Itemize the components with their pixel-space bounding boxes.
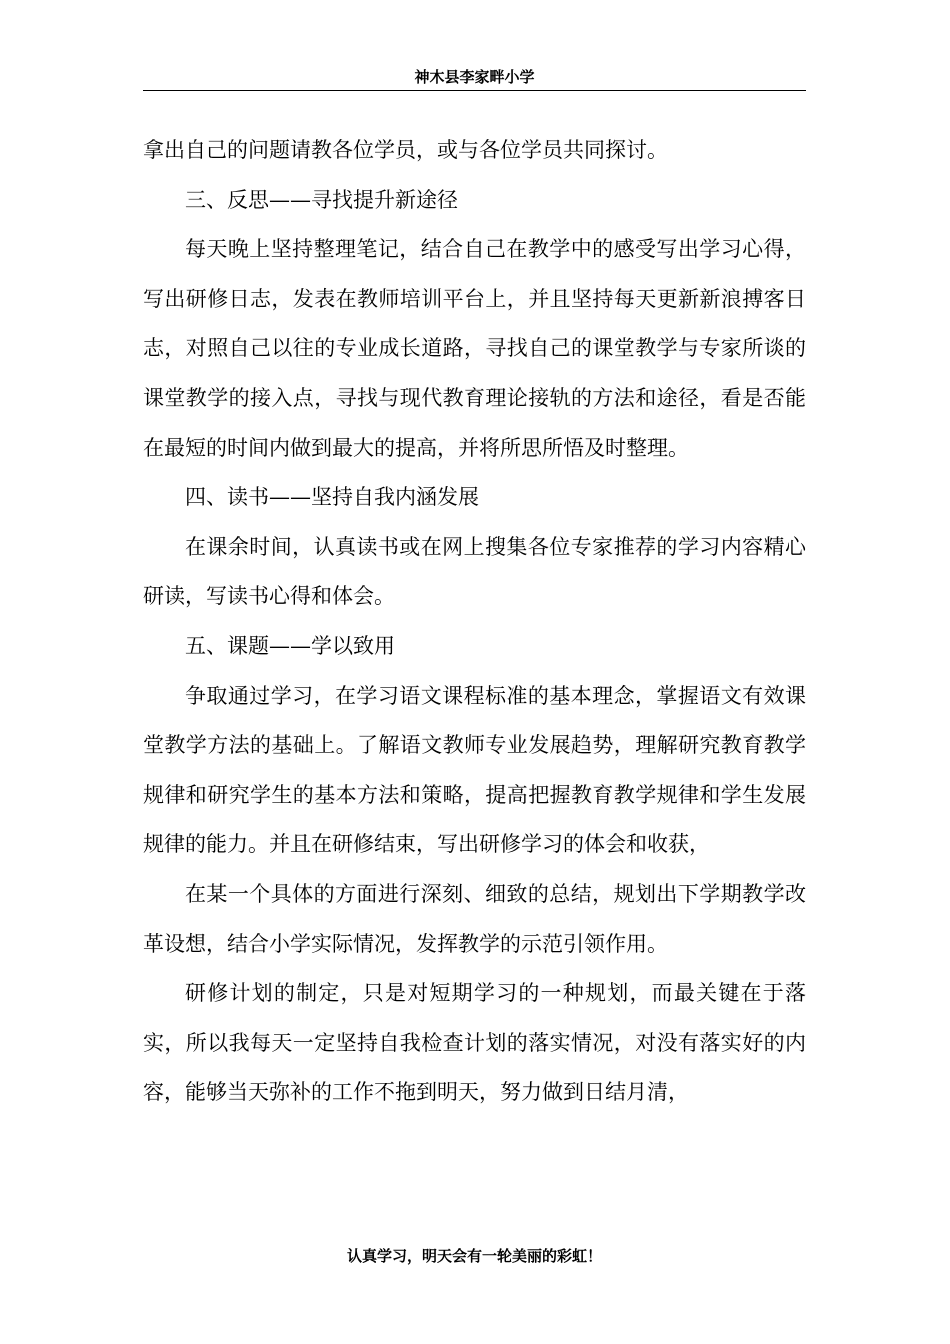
page-header [143,64,806,91]
page-footer [143,1245,806,1267]
footer-motto: 认真学习，明天会有一轮美丽的彩虹！ [346,1247,602,1265]
paragraph: 在某一个具体的方面进行深刻、细致的总结，规划出下学期教学改革设想，结合小学实际情况，发挥教学的示范引领作用。 [143,881,806,956]
section-heading-reading: 四、读书——坚持自我内涵发展 [185,485,479,510]
section-heading-project: 五、课题——学以致用 [185,633,395,658]
document-body [143,126,806,1118]
paragraph: 研修计划的制定，只是对短期学习的一种规划，而最关键在于落实，所以我每天一定坚持自我检查计划的落实情况，对没有落实好的内容，能够当天弥补的工作不拖到明天，努力做到日结月清， [143,981,806,1105]
paragraph: 在课余时间，认真读书或在网上搜集各位专家推荐的学习内容精心研读，写读书心得和体会。 [143,534,806,609]
paragraph: 每天晚上坚持整理笔记，结合自己在教学中的感受写出学习心得，写出研修日志，发表在教师培训平台上，并且坚持每天更新新浪搏客日志，对照自己以往的专业成长道路，寻找自己的课堂教学与专家所谈的课堂教学的接入点，寻找与现代教育理论接轨的方法和途径，看是否能在最短的时间内做到最大的提高，并将所思所悟及时整理。 [143,237,806,460]
paragraph: 拿出自己的问题请教各位学员，或与各位学员共同探讨。 [143,138,668,162]
section-heading-reflection: 三、反思——寻找提升新途径 [185,187,458,212]
paragraph: 争取通过学习，在学习语文课程标准的基本理念，掌握语文有效课堂教学方法的基础上。了解语文教师专业发展趋势，理解研究教育教学规律和研究学生的基本方法和策略，提高把握教育教学规律和学生发展规律的能力。并且在研修结束，写出研修学习的体会和收获， [143,683,806,857]
school-name: 神木县李家畔小学 [414,68,535,86]
